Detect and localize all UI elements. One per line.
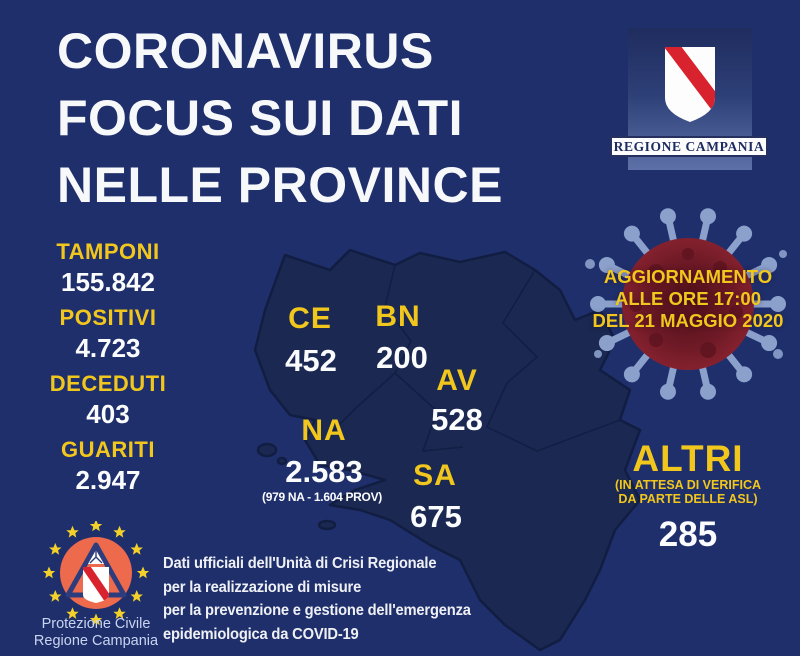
regione-campania-banner — [610, 136, 768, 157]
stat-positivi — [28, 304, 188, 364]
altri-note-line-1: (IN ATTESA DI VERIFICA — [614, 478, 762, 492]
title-line-3: NELLE PROVINCE — [57, 157, 503, 213]
stat-guariti — [28, 436, 188, 496]
page-title — [57, 18, 503, 219]
stat-label: GUARITI — [61, 437, 155, 462]
title-line-1: CORONAVIRUS — [57, 23, 434, 79]
province-value-bn: 200 — [376, 340, 428, 375]
pc-caption-line-1: Protezione Civile — [41, 616, 151, 632]
stat-deceduti — [28, 370, 188, 430]
province-value-av: 528 — [431, 402, 483, 437]
province-value-sa: 675 — [410, 499, 462, 534]
stat-label: TAMPONI — [56, 239, 160, 264]
totals-panel — [28, 238, 188, 502]
stat-tamponi — [28, 238, 188, 298]
province-code-av: AV — [436, 364, 478, 397]
province-value-na: 2.583 — [285, 454, 363, 489]
update-line-1: AGGIORNAMENTO — [603, 266, 773, 287]
province-value-ce: 452 — [285, 343, 337, 378]
footer-line-2: per la realizzazione di misure — [163, 578, 362, 596]
altri-panel — [615, 440, 761, 555]
stat-value: 4.723 — [75, 333, 141, 363]
stat-value: 155.842 — [61, 267, 155, 297]
footer-line-3: per la prevenzione e gestione dell'emergenza — [163, 602, 471, 619]
province-code-sa: SA — [413, 459, 457, 492]
stat-value: 403 — [86, 399, 130, 429]
update-line-2: ALLE ORE 17:00 — [615, 288, 761, 309]
altri-label: ALTRI — [632, 438, 744, 479]
footer-disclaimer — [163, 552, 471, 646]
province-code-na: NA — [301, 414, 347, 447]
province-code-bn: BN — [375, 300, 421, 333]
update-timestamp — [593, 266, 784, 332]
stat-label: POSITIVI — [59, 305, 157, 330]
altri-value: 285 — [658, 515, 718, 554]
province-detail-na: (979 NA - 1.604 PROV) — [262, 490, 382, 504]
stat-label: DECEDUTI — [49, 371, 167, 396]
province-code-ce: CE — [288, 302, 332, 335]
regione-campania-banner-text: REGIONE CAMPANIA — [613, 138, 765, 154]
protezione-civile-logo-icon — [36, 521, 156, 625]
title-line-2: FOCUS SUI DATI — [57, 90, 464, 146]
pc-caption-line-2: Regione Campania — [33, 632, 159, 649]
island-capri — [319, 521, 335, 529]
pc-logo-caption — [34, 616, 158, 649]
footer-line-4: epidemiologica da COVID-19 — [163, 625, 359, 643]
campania-shield-icon — [664, 46, 716, 124]
altri-note-line-2: DA PARTE DELLE ASL) — [618, 492, 758, 506]
stat-value: 2.947 — [75, 465, 141, 495]
update-line-3: DEL 21 MAGGIO 2020 — [592, 310, 784, 331]
island-ischia — [258, 444, 276, 456]
footer-line-1: Dati ufficiali dell'Unità di Crisi Regionale — [163, 555, 437, 572]
